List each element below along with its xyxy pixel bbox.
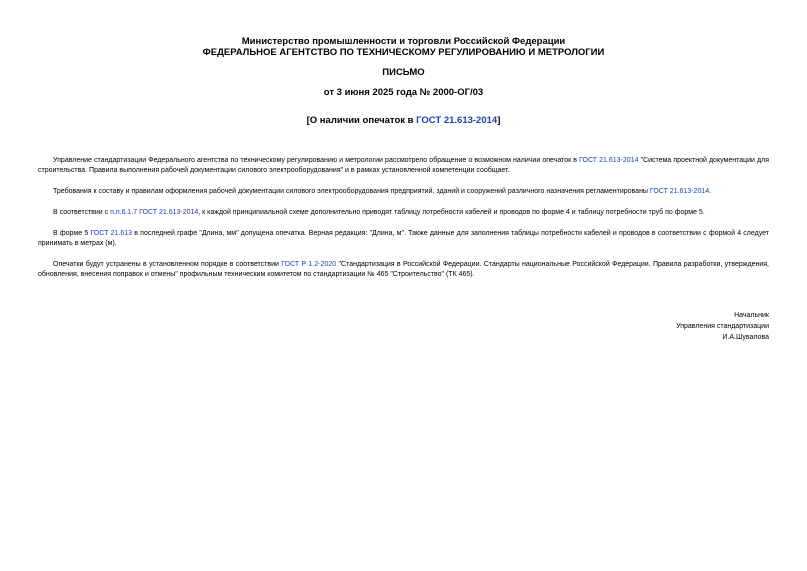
signatory-position: Начальник [734,312,769,319]
agency-name: ФЕДЕРАЛЬНОЕ АГЕНТСТВО ПО ТЕХНИЧЕСКОМУ РЕГУЛИРОВАНИЮ И МЕТРОЛОГИИ [202,47,605,58]
paragraph-text: В соответствии с [53,209,111,216]
signatory-department: Управления стандартизации [676,323,769,330]
paragraph-correction [38,260,769,280]
clause-6-1-7-link[interactable]: п.п.6.1.7 ГОСТ 21.613-2014 [110,209,199,216]
subject-prefix: [О наличии опечаток в [306,115,417,126]
paragraph-clause [38,208,769,218]
paragraph-text: , к каждой принципиальной схеме дополнительно приводят таблицу потребности кабелей и проводов по форме 4 и таблицу потребности труб по форме 5. [198,209,705,216]
ministry-name: Министерство промышленности и торговли Российской Федерации [241,36,566,47]
paragraph-text: Управление стандартизации Федерального агентства по техническому регулированию и метрологии рассмотрело обращение о возможном наличии опечаток в [53,157,580,164]
paragraph-text: В форме 5 [53,230,91,237]
signatory-name: И.А.Шувалова [722,334,769,341]
paragraph-text: в последней графе "Длина, мм" допущена опечатка. Верная редакция: "Длина, м". Также данные для заполнения таблицы потребности кабелей и проводов в соответствии с формой 4 следует принимать в метрах (м). [38,230,769,247]
document-type: ПИСЬМО [382,67,425,78]
gost-21-613-link[interactable]: ГОСТ 21.613 [90,230,133,237]
paragraph-text: . [709,188,712,195]
signature-block [676,310,769,343]
paragraph-text: "Система проектной документации для строительства. Правила выполнения рабочей документации силового электрооборудования" и в рамках установленной компетенции сообщает. [38,157,770,174]
paragraph-text: "Стандартизация в Российской Федерации. Стандарты национальные Российской Федерации. Правила разработки, утверждения, обновления, внесения поправок и отмены" профильным техническим комитетом по стандартизации № 465 "Строительство" (ТК 465). [38,261,769,278]
subject-gost-link[interactable]: ГОСТ 21.613-2014 [416,115,498,126]
paragraph-typo [38,229,769,249]
paragraph-text: Опечатки будут устранены в установленном порядке в соответствии [53,261,282,268]
paragraph-text: Требования к составу и правилам оформления рабочей документации силового электрооборудования предприятий, зданий и сооружений различного назначения регламентированы [53,188,650,195]
paragraph-requirements [38,187,769,197]
gost-r-1-2-2020-link[interactable]: ГОСТ Р 1.2-2020 [281,261,337,268]
subject-suffix: ] [497,115,501,126]
gost-21-613-2014-link[interactable]: ГОСТ 21.613-2014 [649,188,710,195]
document-date-number: от 3 июня 2025 года № 2000-ОГ/03 [323,87,484,98]
gost-21-613-2014-link[interactable]: ГОСТ 21.613-2014 [579,157,639,164]
paragraph-request [38,156,769,176]
document-subject [0,115,807,127]
